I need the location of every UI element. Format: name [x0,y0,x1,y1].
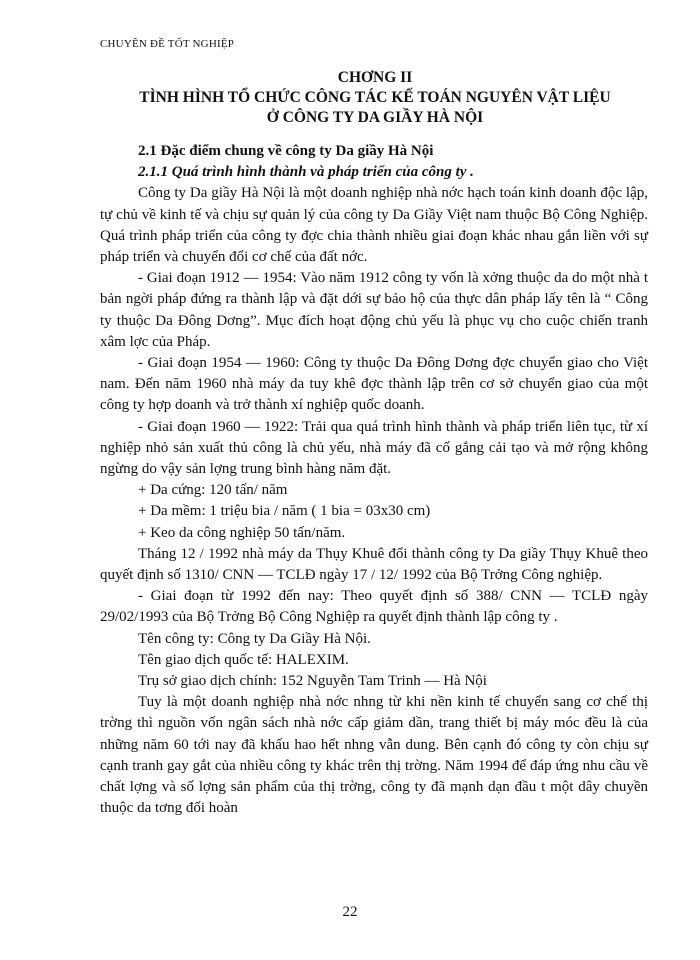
document-body [100,141,648,820]
paragraph-phase-1992: - Giai đoạn từ 1992 đến nay: Theo quyết định số 388/ CNN — TCLĐ ngày 29/02/1993 của Bộ Trởng Bộ Công Nghiệp ra quyết định thành lập công ty . [100,588,648,626]
paragraph-phase-1960: - Giai đoạn 1960 — 1922: Trải qua quá trình hình thành và pháp triển liên tục, từ xí nghiệp nhỏ sản xuất thủ công là chủ yếu, nhà máy đã cố gắng cải tạo và mở rộng không ngừng do vậy sản lợng trung bình hàng năm đặt. [100,418,648,478]
chapter-title-line-1: TÌNH HÌNH TỔ CHỨC CÔNG TÁC KẾ TOÁN NGUYÊN VẬT LIỆU [139,89,611,106]
chapter-title-block [95,68,655,128]
running-header: CHUYÊN ĐỀ TỐT NGHIỆP [100,38,235,50]
paragraph-intro: Công ty Da giầy Hà Nội là một doanh nghiệp nhà nớc hạch toán kinh doanh độc lập, tự chủ về kinh tế và chịu sự quản lý của công ty Da Giầy Việt nam thuộc Bộ Công Nghiệp. Quá trình pháp triển của công ty đợc chia thành nhiều giai đoạn khác nhau gắn liền với sự pháp triển và chuyển đổi cơ chế của đất nớc. [100,185,648,266]
paragraph-closing: Tuy là một doanh nghiệp nhà nớc nhng từ khi nền kinh tế chuyển sang cơ chế thị trờng thì nguồn vốn ngân sách nhà nớc cấp giảm dần, trang thiết bị máy móc đều là của những năm 60 tới nay đã khấu hao hết nhng vẫn dung. Bên cạnh đó công ty còn chịu sự cạnh tranh gay gắt của nhiều công ty khác trên thị trờng. Năm 1994 để đáp ứng nhu cầu về chất lợng và số lợng sản phẩm của thị trờng, công ty đã mạnh dạn đầu t một dây chuyền thuộc da tơng đối hoàn [100,694,648,817]
paragraph-phase-1954: - Giai đoạn 1954 — 1960: Công ty thuộc Da Đông Dơng đợc chuyển giao cho Việt nam. Đến năm 1960 nhà máy da tuy khê đợc thành lập trên cơ sở chuyển giao của một công ty hợp doanh và trở thành xí nghiệp quốc doanh. [100,355,648,414]
paragraph-decision-1992: Tháng 12 / 1992 nhà máy da Thụy Khuê đổi thành công ty Da giầy Thụy Khuê theo quyết định số 1310/ CNN — TCLĐ ngày 17 / 12/ 1992 của Bộ Trởng Công nghiệp. [100,545,648,584]
list-item-glue: + Keo da công nghiệp 50 tấn/năm. [138,524,346,541]
chapter-title-line-2: Ở CÔNG TY DA GIẦY HÀ NỘI [266,109,484,126]
list-item-soft-leather: + Da mềm: 1 triệu bia / năm ( 1 bia = 03x30 cm) [138,503,431,520]
trade-name-line: Tên giao dịch quốc tế: HALEXIM. [138,651,349,668]
page-number: 22 [342,904,358,920]
paragraph-phase-1912: - Giai đoạn 1912 — 1954: Vào năm 1912 công ty vốn là xởng thuộc da do một nhà t bản ngời pháp đứng ra thành lập và đặt dới sự bảo hộ của thực dân pháp lấy tên là “ Công ty thuộc Da Đông Dơng”. Mục đích hoạt động chủ yếu là phục vụ cho cuộc chiến tranh xâm lợc của Pháp. [100,270,648,350]
list-item-hard-leather: + Da cứng: 120 tấn/ năm [138,482,288,499]
chapter-label: CHƠNG II [337,69,413,86]
subsection-heading: 2.1.1 Quá trình hình thành và pháp triển của công ty . [138,164,474,181]
company-name-line: Tên công ty: Công ty Da Giầy Hà Nội. [138,630,371,647]
head-office-line: Trụ sở giao dịch chính: 152 Nguyễn Tam Trinh — Hà Nội [138,673,487,690]
section-heading: 2.1 Đặc điểm chung về công ty Da giầy Hà Nội [138,143,434,159]
